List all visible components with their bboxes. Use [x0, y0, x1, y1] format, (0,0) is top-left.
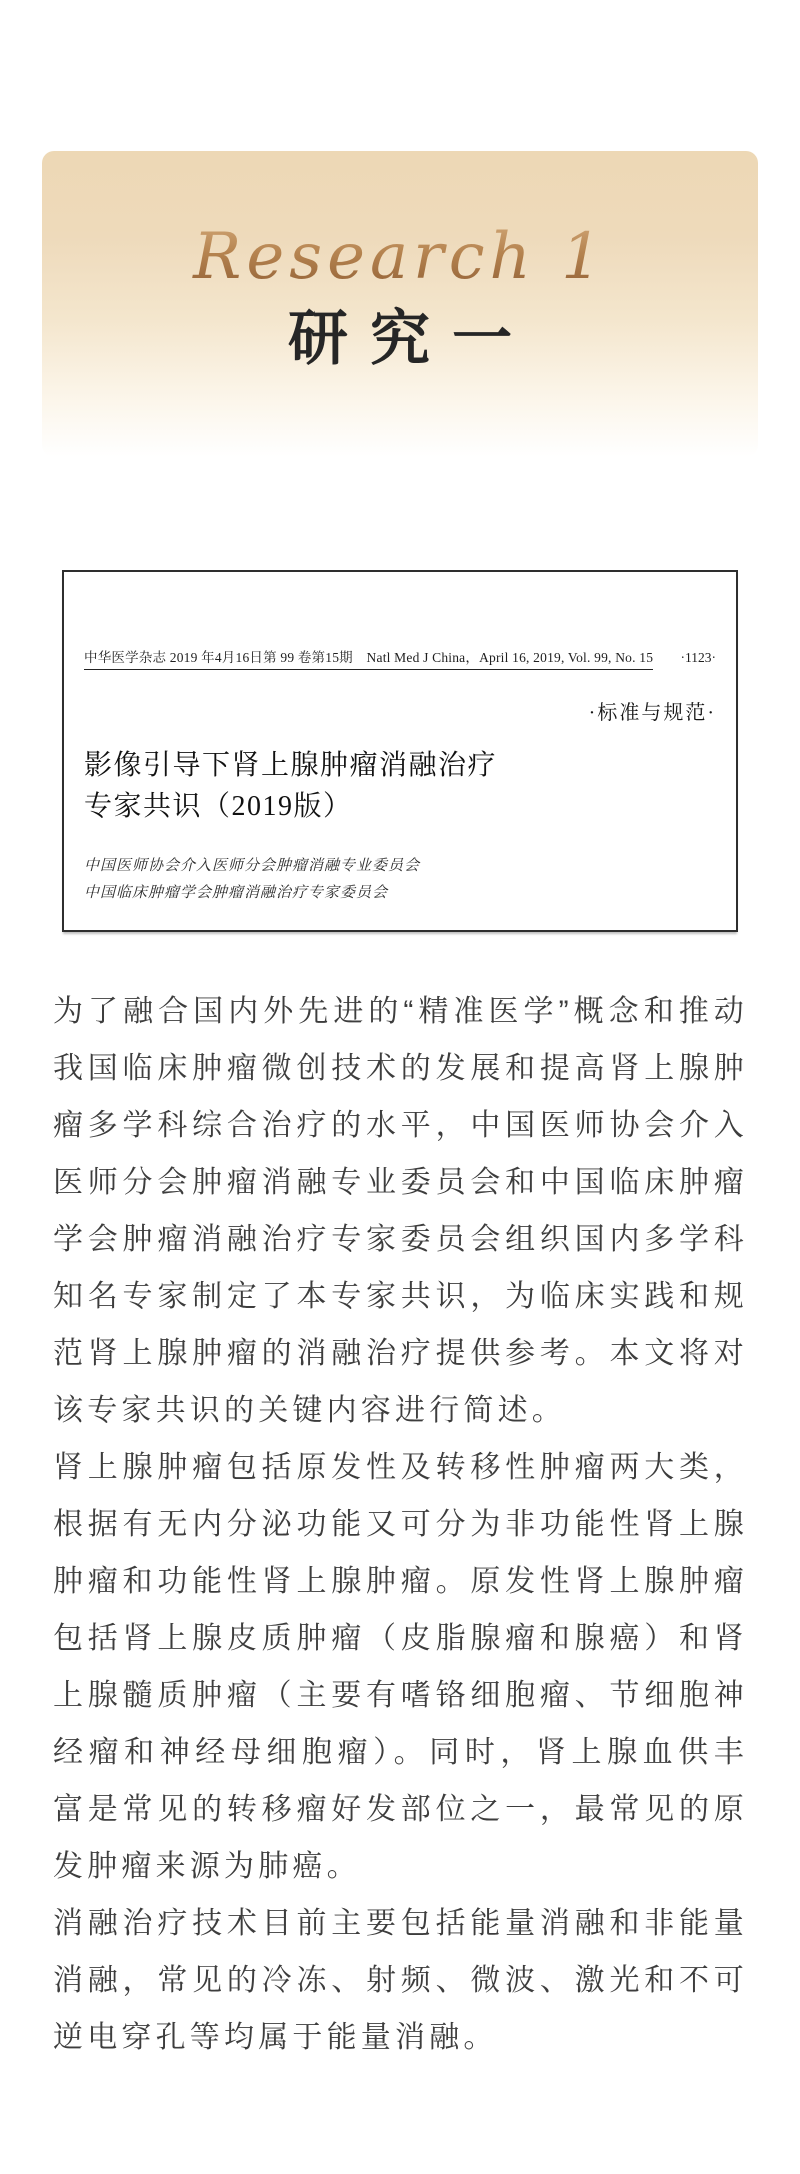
- body-paragraph: 为了融合国内外先进的“精准医学”概念和推动我国临床肿瘤微创技术的发展和提高肾上腺肿瘤多学科综合治疗的水平，中国医师协会介入医师分会肿瘤消融专业委员会和中国临床肿瘤学会肿瘤消融治疗专家委员会组织国内多学科知名专家制定了本专家共识，为临床实践和规范肾上腺肿瘤的消融治疗提供参考。本文将对该专家共识的关键内容进行简述。: [53, 995, 748, 1427]
- research-label-english: Research 1: [42, 217, 758, 297]
- journal-citation: 中华医学杂志 2019 年4月16日第 99 卷第15期 Natl Med J China，April 16, 2019, Vol. 99, No. 15: [84, 646, 653, 670]
- paper-title: [84, 745, 716, 827]
- paper-title-line2: 专家共识（2019版）: [84, 791, 353, 822]
- journal-scan-card: [62, 570, 738, 932]
- paper-title-line1: 影像引导下肾上腺肿瘤消融治疗: [84, 750, 498, 781]
- paper-authors: [84, 853, 716, 907]
- research-label-chinese: 研究一: [288, 304, 534, 374]
- article-body: [53, 983, 748, 2066]
- journal-section-label: ·标准与规范·: [588, 702, 716, 724]
- body-paragraph: 消融治疗技术目前主要包括能量消融和非能量消融，常见的冷冻、射频、微波、激光和不可逆电穿孔等均属于能量消融。: [53, 1907, 748, 2054]
- journal-page-number: ·1123·: [680, 650, 716, 665]
- gradient-banner: [42, 151, 758, 457]
- author-line: 中国临床肿瘤学会肿瘤消融治疗专家委员会: [84, 885, 389, 901]
- body-paragraph: 肾上腺肿瘤包括原发性及转移性肿瘤两大类，根据有无内分泌功能又可分为非功能性肾上腺肿瘤和功能性肾上腺肿瘤。原发性肾上腺肿瘤包括肾上腺皮质肿瘤（皮脂腺瘤和腺癌）和肾上腺髓质肿瘤（主要有嗜铬细胞瘤、节细胞神经瘤和神经母细胞瘤）。同时，肾上腺血供丰富是常见的转移瘤好发部位之一，最常见的原发肿瘤来源为肺癌。: [53, 1451, 748, 1883]
- journal-header-row: [84, 646, 716, 670]
- author-line: 中国医师协会介入医师分会肿瘤消融专业委员会: [84, 858, 421, 874]
